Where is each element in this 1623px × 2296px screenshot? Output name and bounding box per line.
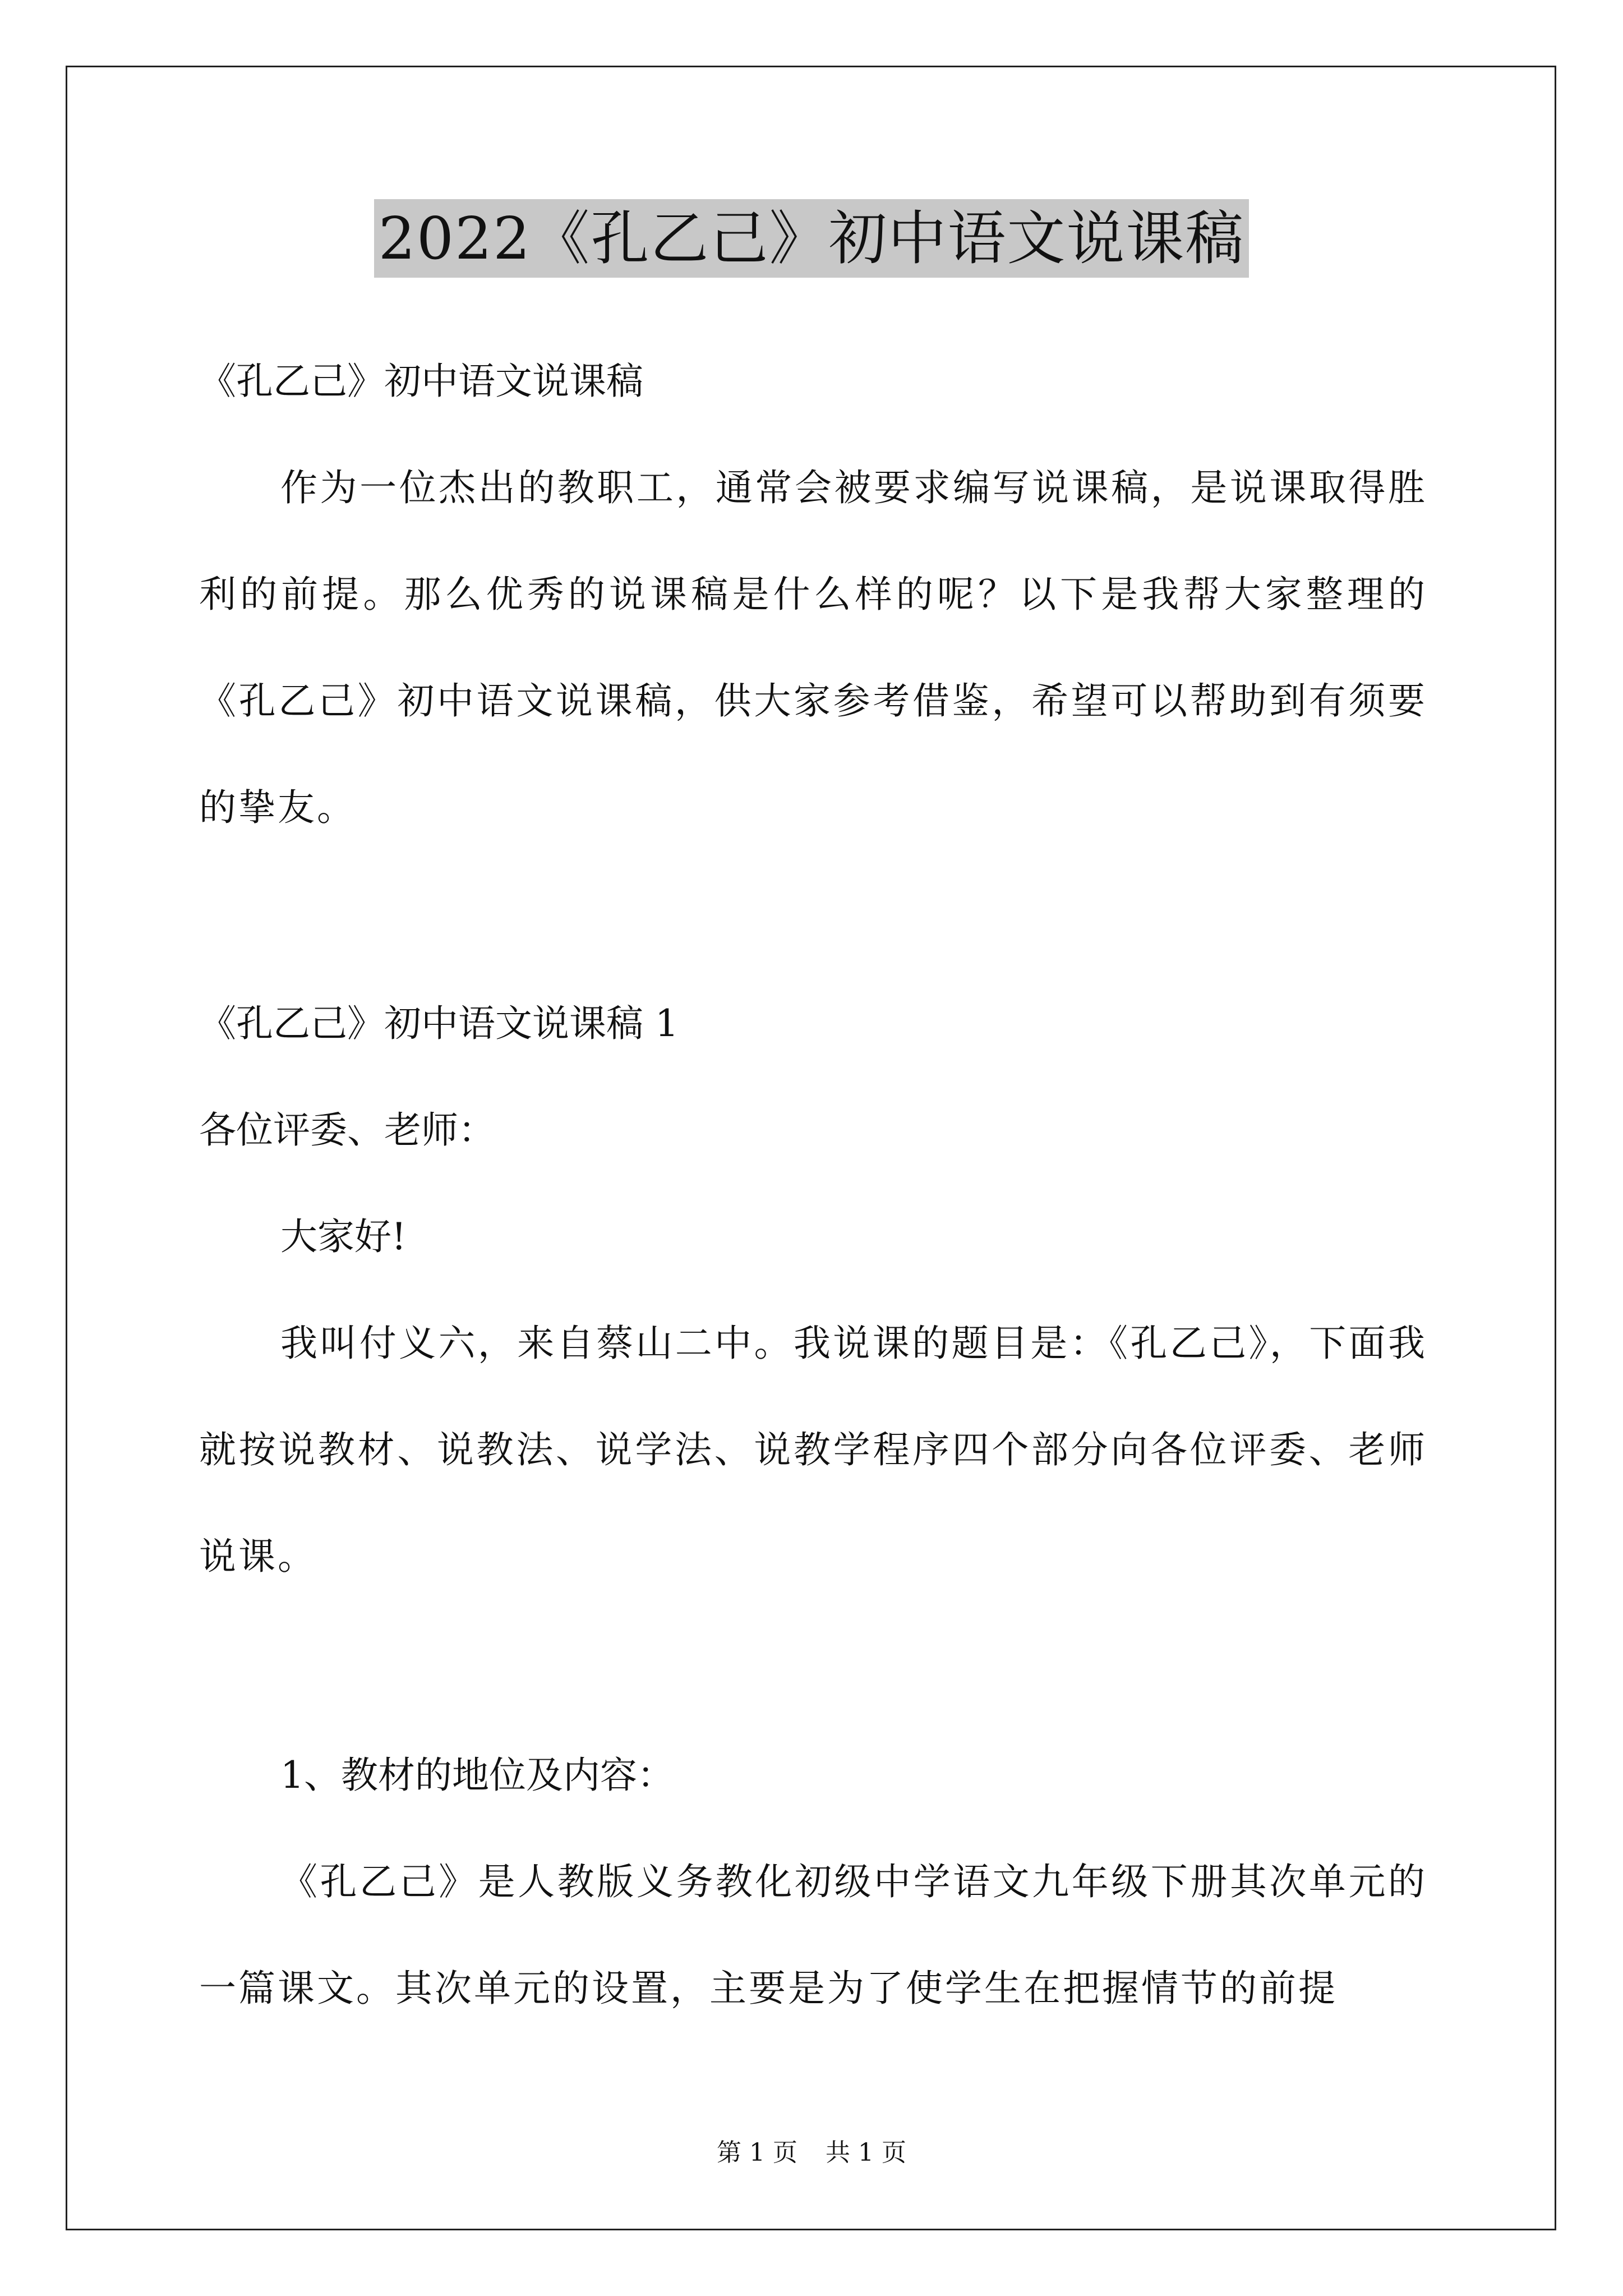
document-title: 2022《孔乙己》初中语文说课稿 bbox=[374, 199, 1249, 278]
intro-paragraph: 作为一位杰出的教职工，通常会被要求编写说课稿，是说课取得胜利的前提。那么优秀的说课稿是什么样的呢？以下是我帮大家整理的《孔乙己》初中语文说课稿，供大家参考借鉴，希望可以帮助到有须要的挚友。 bbox=[199, 466, 1427, 829]
page-footer bbox=[0, 2136, 1623, 2170]
greeting: 大家好! bbox=[280, 1215, 407, 1258]
section-heading: 《孔乙己》初中语文说课稿 1 bbox=[199, 1002, 679, 1045]
document-subtitle: 《孔乙己》初中语文说课稿 bbox=[199, 360, 643, 403]
page-number: 第 1 页 bbox=[717, 2138, 797, 2167]
greeting-recipients: 各位评委、老师： bbox=[199, 1108, 495, 1152]
item-1-heading: 1、教材的地位及内容： bbox=[280, 1754, 674, 1797]
title-area bbox=[0, 199, 1623, 278]
page-total: 共 1 页 bbox=[826, 2138, 906, 2167]
self-intro-paragraph: 我叫付义六，来自蔡山二中。我说课的题目是：《孔乙己》，下面我就按说教材、说教法、说学法、说教学程序四个部分向各位评委、老师说课。 bbox=[199, 1322, 1427, 1578]
item-1-body: 《孔乙己》是人教版义务教化初级中学语文九年级下册其次单元的一篇课文。其次单元的设置，主要是为了使学生在把握情节的前提 bbox=[199, 1860, 1427, 2010]
